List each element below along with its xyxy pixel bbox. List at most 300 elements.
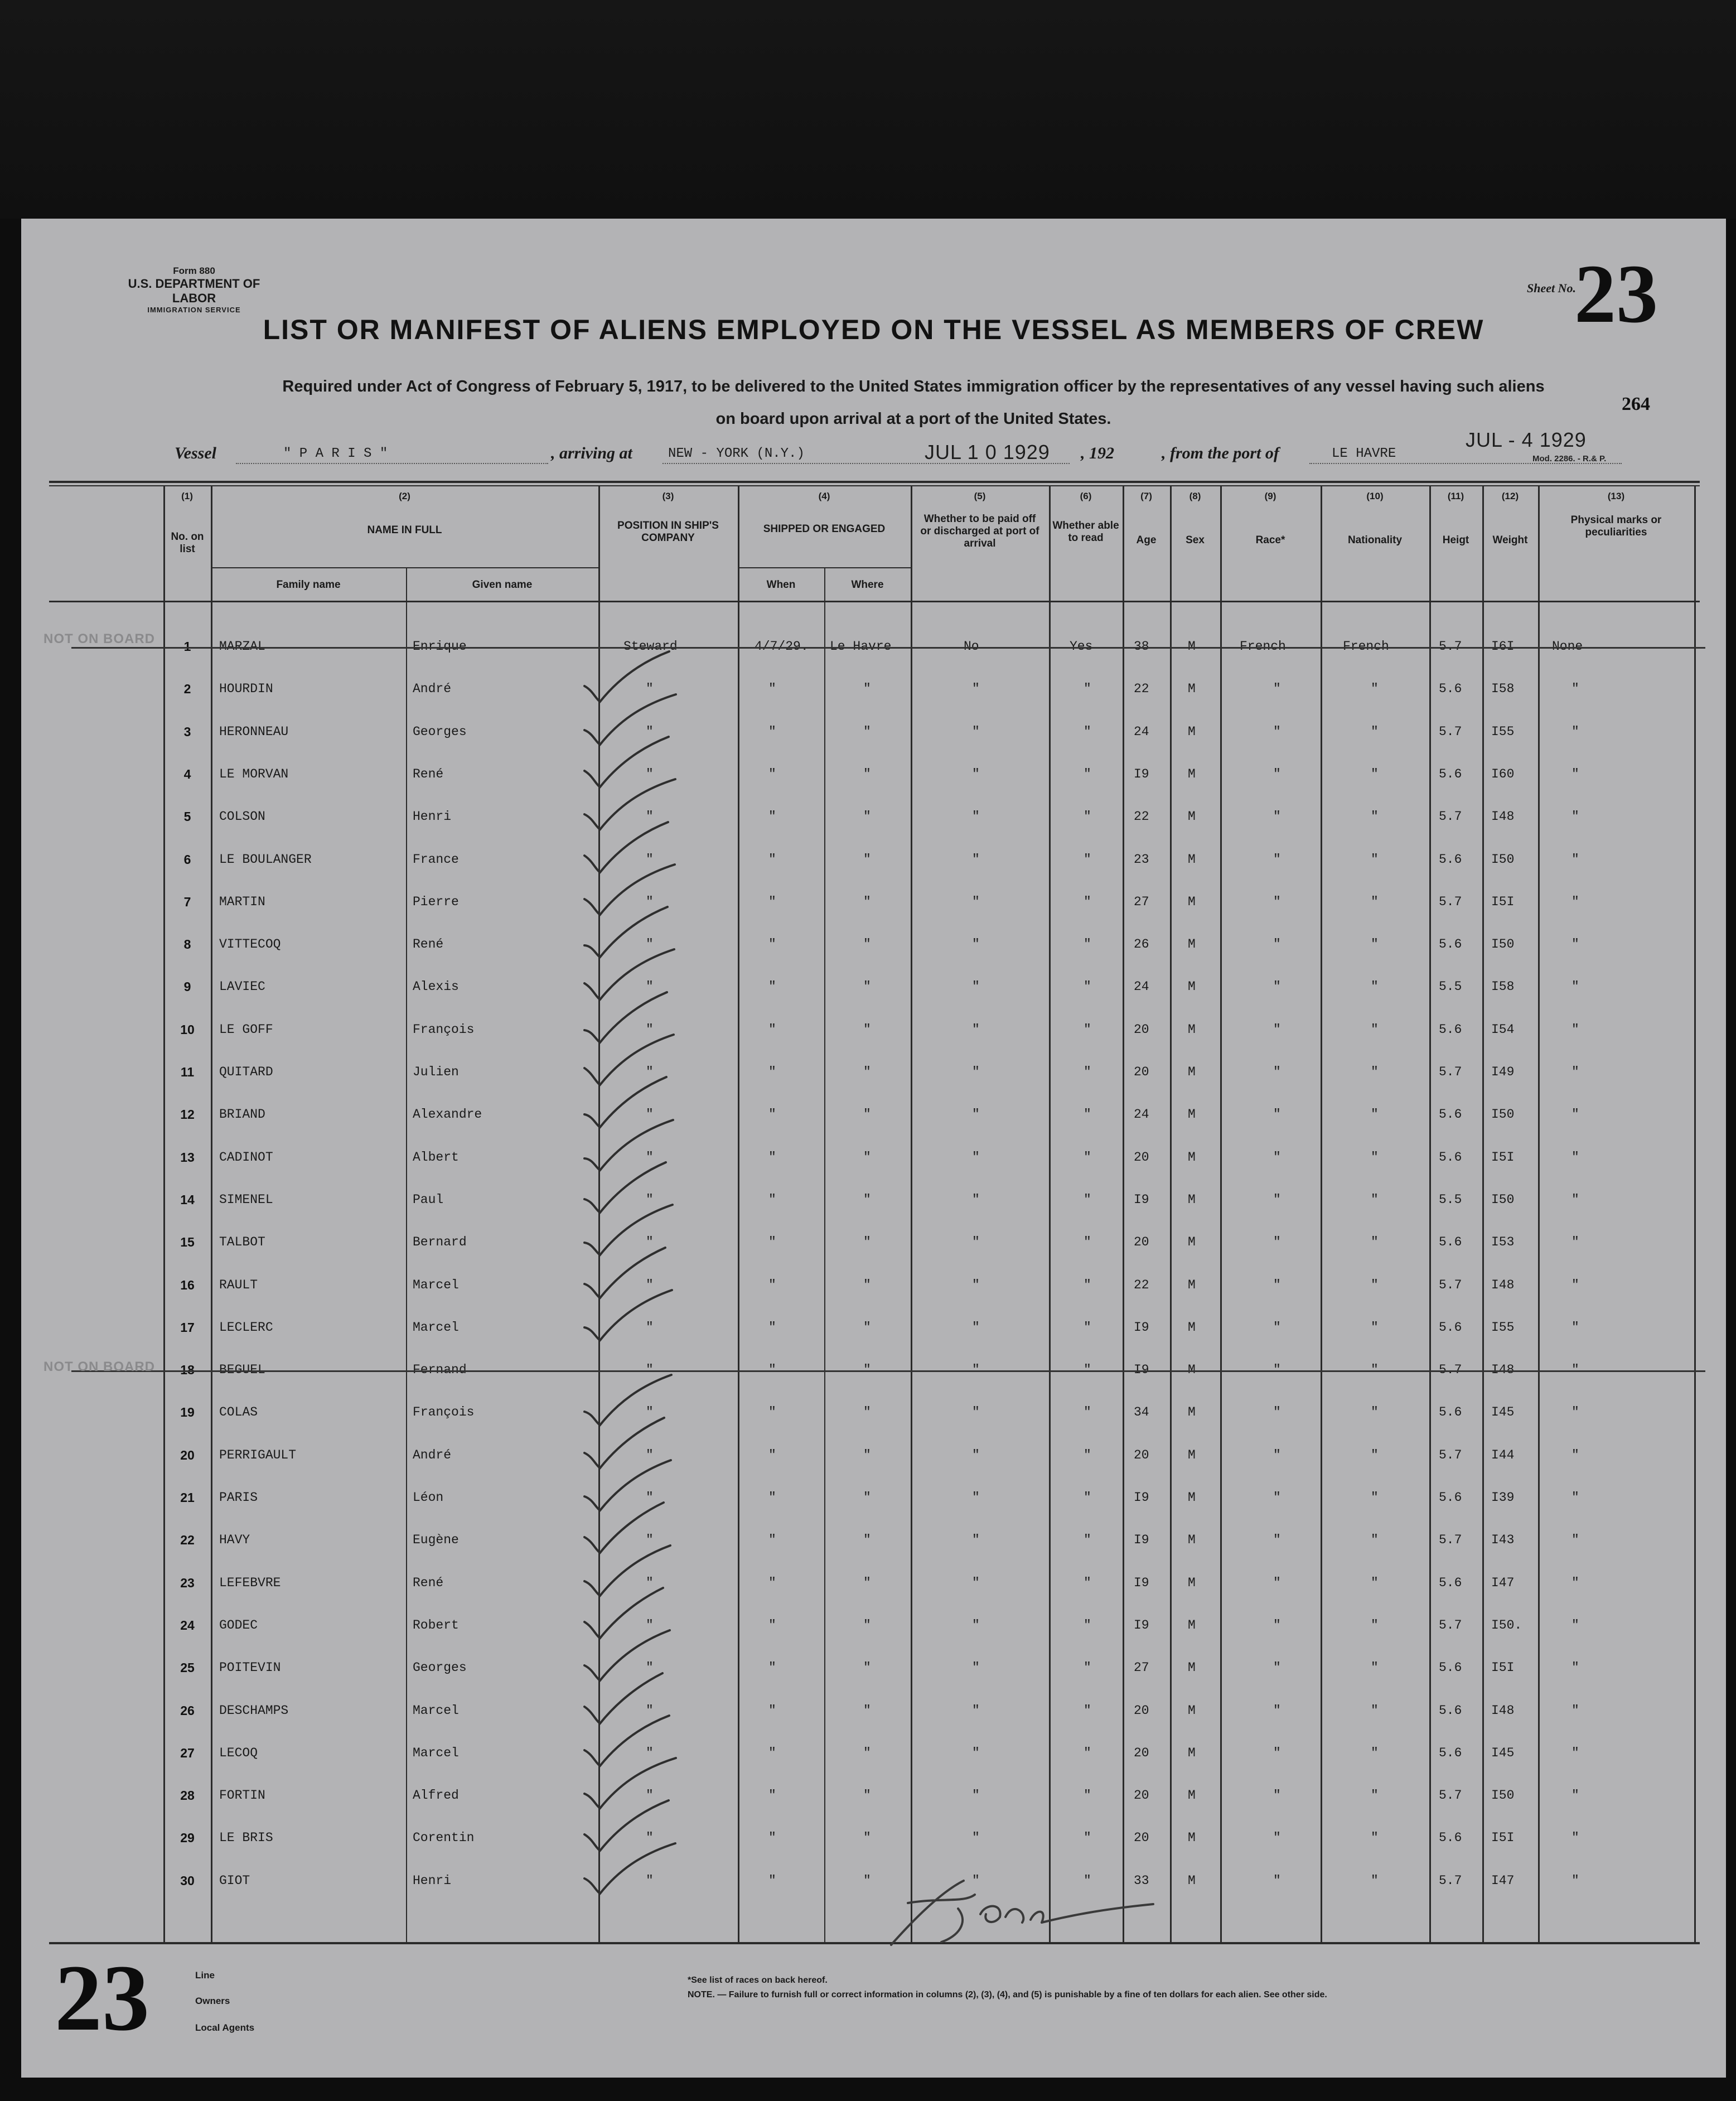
not-on-board-stamp: NOT ON BOARD [43,1359,155,1374]
able-to-read: " [1084,1873,1091,1888]
weight: I50 [1491,1107,1515,1122]
age: I9 [1134,1533,1149,1548]
paid-off: " [972,937,980,952]
physical-marks: " [1571,682,1579,697]
sex: M [1188,937,1196,952]
department-block [122,265,267,314]
col13-label: Physical marks or peculiarities [1570,514,1662,538]
position: " [646,766,654,781]
sex: M [1188,1490,1196,1505]
shipped-where: " [863,1277,871,1292]
weight: I55 [1491,1320,1515,1335]
row-number: 9 [183,979,191,994]
paid-off: " [972,894,980,909]
position: " [646,1873,654,1888]
sex: M [1188,1533,1196,1548]
nationality: " [1371,1277,1379,1292]
row-number: 29 [180,1830,195,1846]
shipped-when: " [768,852,776,867]
height: 5.6 [1439,852,1462,867]
row-number: 17 [180,1320,195,1335]
col2-label: NAME IN FULL [367,524,442,536]
row-number: 26 [180,1703,195,1718]
col6-label: Whether able to read [1052,520,1119,544]
able-to-read: " [1084,979,1091,994]
sex: M [1188,1447,1196,1462]
able-to-read: " [1084,1490,1091,1505]
shipped-where: " [863,1873,871,1888]
table-row [21,1860,1726,1902]
shipped-where: " [863,1149,871,1165]
weight: I47 [1491,1873,1515,1888]
sex: M [1188,979,1196,994]
year-label [1081,444,1114,466]
given-name: Bernard [413,1235,467,1250]
weight: I5I [1491,894,1515,909]
family-name: GIOT [219,1873,250,1888]
paid-off: " [972,724,980,739]
manifest-sheet [21,219,1726,2078]
paid-off: " [972,766,980,781]
age: 20 [1134,1235,1149,1250]
weight: I39 [1491,1490,1515,1505]
sex: M [1188,1873,1196,1888]
col7-number: (7) [1140,491,1152,501]
shipped-when: " [768,894,776,909]
sex: M [1188,1830,1196,1846]
age: 23 [1134,852,1149,867]
family-name: HERONNEAU [219,724,289,739]
family-name: DESCHAMPS [219,1703,289,1718]
position: " [646,1533,654,1548]
height: 5.7 [1439,724,1462,739]
shipped-when: " [768,1192,776,1207]
nationality: " [1371,1617,1379,1632]
weight: I50. [1491,1617,1522,1632]
family-name: FORTIN [219,1788,265,1803]
race: " [1273,1065,1281,1079]
nationality: " [1371,852,1379,867]
nationality: " [1371,1788,1379,1803]
sex: M [1188,1065,1196,1079]
col1-number: (1) [181,491,193,501]
row-number: 11 [180,1065,195,1079]
position: " [646,1107,654,1122]
sex: M [1188,1703,1196,1718]
age: 22 [1134,1277,1149,1292]
height: 5.6 [1439,1107,1462,1122]
paid-off: " [972,1575,980,1590]
sex: M [1188,724,1196,739]
position: " [646,1149,654,1165]
paid-off: " [972,1745,980,1760]
position: " [646,1745,654,1760]
physical-marks: " [1571,1703,1579,1718]
weight: I6I [1491,639,1515,654]
shipped-when: " [768,1703,776,1718]
shipped-when: " [768,1873,776,1888]
physical-marks: " [1571,1490,1579,1505]
age: 22 [1134,809,1149,824]
paid-off: " [972,1235,980,1250]
shipped-when: " [768,1490,776,1505]
col3-number: (3) [662,491,674,501]
race: " [1273,979,1281,994]
physical-marks: " [1571,766,1579,781]
physical-marks: " [1571,1235,1579,1250]
shipped-where: Le Havre [830,639,892,654]
shipped-when: " [768,937,776,952]
sex: M [1188,809,1196,824]
race: " [1273,894,1281,909]
position: " [646,1192,654,1207]
able-to-read: " [1084,1447,1091,1462]
sex: M [1188,1107,1196,1122]
physical-marks: " [1571,1830,1579,1846]
table-row [21,1519,1726,1562]
weight: I47 [1491,1575,1515,1590]
position: " [646,1447,654,1462]
position: Steward [623,639,678,654]
height: 5.6 [1439,682,1462,697]
given-name: Eugène [413,1533,459,1548]
family-name: GODEC [219,1617,258,1632]
able-to-read: Yes [1070,639,1093,654]
col6-number: (6) [1080,491,1092,501]
row-number: 14 [180,1192,195,1207]
nationality: " [1371,1022,1379,1037]
nationality: " [1371,1363,1379,1378]
height: 5.6 [1439,766,1462,781]
departure-date-stamp: JUL - 4 1929 [1466,428,1587,451]
shipped-when: " [768,1277,776,1292]
shipped-where: " [863,1575,871,1590]
paid-off: " [972,1533,980,1548]
row-number: 27 [180,1745,195,1760]
height: 5.7 [1439,894,1462,909]
year-label-text: , 192 [1081,444,1114,462]
paid-off: " [972,1703,980,1718]
weight: I45 [1491,1745,1515,1760]
paid-off: " [972,1320,980,1335]
family-name: MARZAL [219,639,265,654]
height: 5.5 [1439,1192,1462,1207]
able-to-read: " [1084,1022,1091,1037]
shipped-where: " [863,852,871,867]
physical-marks: " [1571,1107,1579,1122]
shipped-when: " [768,1617,776,1632]
weight: I5I [1491,1149,1515,1165]
race: " [1273,1703,1281,1718]
height: 5.7 [1439,1363,1462,1378]
requirement-line-1: Required under Act of Congress of February 5, 1917, to be delivered to the United States immigration officer by the representatives of any vessel having such aliens [282,378,1545,395]
paid-off: " [972,1405,980,1420]
line-label: Line [195,1970,215,1981]
able-to-read: " [1084,1617,1091,1632]
able-to-read: " [1084,852,1091,867]
col7-label: Age [1136,534,1157,546]
race: French [1240,639,1286,654]
race: " [1273,852,1281,867]
row-number: 5 [183,809,191,824]
col9-number: (9) [1264,491,1276,501]
nationality: " [1371,682,1379,697]
position: " [646,1235,654,1250]
row-number: 13 [180,1149,195,1165]
age: I9 [1134,1617,1149,1632]
height: 5.5 [1439,979,1462,994]
able-to-read: " [1084,1107,1091,1122]
weight: I54 [1491,1022,1515,1037]
physical-marks: " [1571,809,1579,824]
form-number: Form 880 [173,265,215,276]
age: 20 [1134,1788,1149,1803]
race: " [1273,1405,1281,1420]
col10-number: (10) [1366,491,1384,501]
race: " [1273,1277,1281,1292]
race: " [1273,1235,1281,1250]
position: " [646,1788,654,1803]
physical-marks: " [1571,724,1579,739]
weight: I45 [1491,1405,1515,1420]
race: " [1273,937,1281,952]
table-row [21,1647,1726,1689]
table-row [21,1817,1726,1859]
table-row [21,1435,1726,1477]
physical-marks: " [1571,1149,1579,1165]
height: 5.6 [1439,1660,1462,1675]
race: " [1273,1192,1281,1207]
shipped-when: " [768,809,776,824]
race: " [1273,1830,1281,1846]
weight: I58 [1491,979,1515,994]
family-name: HAVY [219,1533,250,1548]
able-to-read: " [1084,724,1091,739]
col9-label: Race* [1255,534,1285,546]
given-name: Paul [413,1192,444,1207]
table-row [21,839,1726,881]
weight: I50 [1491,852,1515,867]
department-name: U.S. DEPARTMENT OF LABOR [128,277,260,305]
weight: I49 [1491,1065,1515,1079]
family-name: POITEVIN [219,1660,281,1675]
weight: I53 [1491,1235,1515,1250]
paid-off: " [972,1660,980,1675]
physical-marks: " [1571,1320,1579,1335]
table-row [21,1307,1726,1349]
table-row [21,1477,1726,1519]
arrival-date-stamp: JUL 1 0 1929 [925,441,1050,463]
row-number: 10 [180,1022,195,1037]
given-name: Corentin [413,1830,475,1846]
shipped-when: " [768,1447,776,1462]
nationality: " [1371,937,1379,952]
col8-number: (8) [1189,491,1201,501]
family-name: LECOQ [219,1745,258,1760]
shipped-where: " [863,1065,871,1079]
sex: M [1188,1788,1196,1803]
table-row [21,966,1726,1008]
given-name: François [413,1022,475,1037]
shipped-where: " [863,724,871,739]
table-row [21,1051,1726,1094]
weight: I43 [1491,1533,1515,1548]
row-number: 25 [180,1660,195,1675]
local-agents-label: Local Agents [195,2022,255,2033]
sex: M [1188,1277,1196,1292]
from-label-text: , from the port of [1162,444,1279,462]
row-number: 2 [183,682,191,697]
footer-page-number: 23 [55,1945,149,2050]
given-name: Pierre [413,894,459,909]
col4a-label: When [766,579,796,591]
height: 5.6 [1439,1575,1462,1590]
position: " [646,979,654,994]
shipped-when: " [768,1235,776,1250]
age: I9 [1134,1490,1149,1505]
position: " [646,1405,654,1420]
paid-off: " [972,809,980,824]
given-name: André [413,1447,452,1462]
position: " [646,1617,654,1632]
shipped-where: " [863,1022,871,1037]
given-name: France [413,852,459,867]
shipped-when: " [768,1107,776,1122]
physical-marks: " [1571,937,1579,952]
height: 5.7 [1439,1447,1462,1462]
race: " [1273,1320,1281,1335]
weight: I48 [1491,1277,1515,1292]
col2a-label: Family name [276,579,341,591]
nationality: " [1371,1235,1379,1250]
row-number: 19 [180,1405,195,1420]
shipped-where: " [863,1447,871,1462]
race: " [1273,766,1281,781]
paid-off: " [972,1788,980,1803]
paid-off: " [972,682,980,697]
family-name: LAVIEC [219,979,265,994]
shipped-where: " [863,809,871,824]
height: 5.6 [1439,1149,1462,1165]
age: 26 [1134,937,1149,952]
shipped-when: " [768,979,776,994]
age: 20 [1134,1149,1149,1165]
col11-number: (11) [1447,491,1464,501]
table-row [21,754,1726,796]
nationality: " [1371,1703,1379,1718]
col4-label: SHIPPED OR ENGAGED [763,523,886,535]
able-to-read: " [1084,1065,1091,1079]
position: " [646,894,654,909]
nationality: " [1371,1490,1379,1505]
paid-off: " [972,1830,980,1846]
given-name: René [413,1575,444,1590]
able-to-read: " [1084,809,1091,824]
physical-marks: " [1571,1660,1579,1675]
nationality: " [1371,1873,1379,1888]
given-name: Marcel [413,1320,459,1335]
shipped-where: " [863,1660,871,1675]
shipped-when: " [768,1575,776,1590]
age: 38 [1134,639,1149,654]
family-name: LE MORVAN [219,766,289,781]
shipped-when: " [768,1405,776,1420]
nationality: " [1371,809,1379,824]
height: 5.7 [1439,1533,1462,1548]
able-to-read: " [1084,1830,1091,1846]
position: " [646,724,654,739]
paid-off: " [972,1490,980,1505]
sex: M [1188,639,1196,654]
physical-marks: " [1571,1788,1579,1803]
race: " [1273,1575,1281,1590]
physical-marks: " [1571,1405,1579,1420]
nationality: " [1371,1107,1379,1122]
shipped-when: " [768,724,776,739]
race: " [1273,1873,1281,1888]
weight: I58 [1491,682,1515,697]
physical-marks: " [1571,1363,1579,1378]
height: 5.6 [1439,1830,1462,1846]
able-to-read: " [1084,1405,1091,1420]
strike-through-line [71,647,1705,649]
age: 34 [1134,1405,1149,1420]
race: " [1273,809,1281,824]
physical-marks: " [1571,894,1579,909]
able-to-read: " [1084,1149,1091,1165]
position: " [646,809,654,824]
col2-number: (2) [399,491,410,501]
table-top-rule [49,481,1700,483]
family-name: COLSON [219,809,265,824]
from-port: LE HAVRE [1332,446,1396,461]
sex: M [1188,1235,1196,1250]
row-number: 3 [183,724,191,739]
height: 5.6 [1439,1320,1462,1335]
col5-label: Whether to be paid off or discharged at port of arrival [920,513,1039,549]
arriving-label-text: , arriving at [551,444,632,462]
age: 20 [1134,1065,1149,1079]
sex: M [1188,1617,1196,1632]
family-name: QUITARD [219,1065,273,1079]
age: 24 [1134,979,1149,994]
able-to-read: " [1084,1320,1091,1335]
family-name: BEGUEL [219,1363,265,1378]
able-to-read: " [1084,1533,1091,1548]
strike-through-line [71,1370,1705,1372]
family-name: LECLERC [219,1320,273,1335]
age: 24 [1134,724,1149,739]
requirement-text [110,370,1716,435]
physical-marks: " [1571,1065,1579,1079]
shipped-where: " [863,1363,871,1378]
col11-label: Heigt [1442,534,1469,546]
vessel-underline [236,463,548,464]
height: 5.6 [1439,937,1462,952]
sex: M [1188,852,1196,867]
able-to-read: " [1084,1235,1091,1250]
table-row [21,1605,1726,1647]
requirement-line-2: on board upon arrival at a port of the United States. [715,410,1111,428]
col5-number: (5) [974,491,986,501]
shipped-where: " [863,1745,871,1760]
weight: I48 [1491,809,1515,824]
nationality: " [1371,724,1379,739]
officer-signature [874,1870,1164,1953]
position: " [646,1660,654,1675]
age: 20 [1134,1830,1149,1846]
sex: M [1188,1405,1196,1420]
